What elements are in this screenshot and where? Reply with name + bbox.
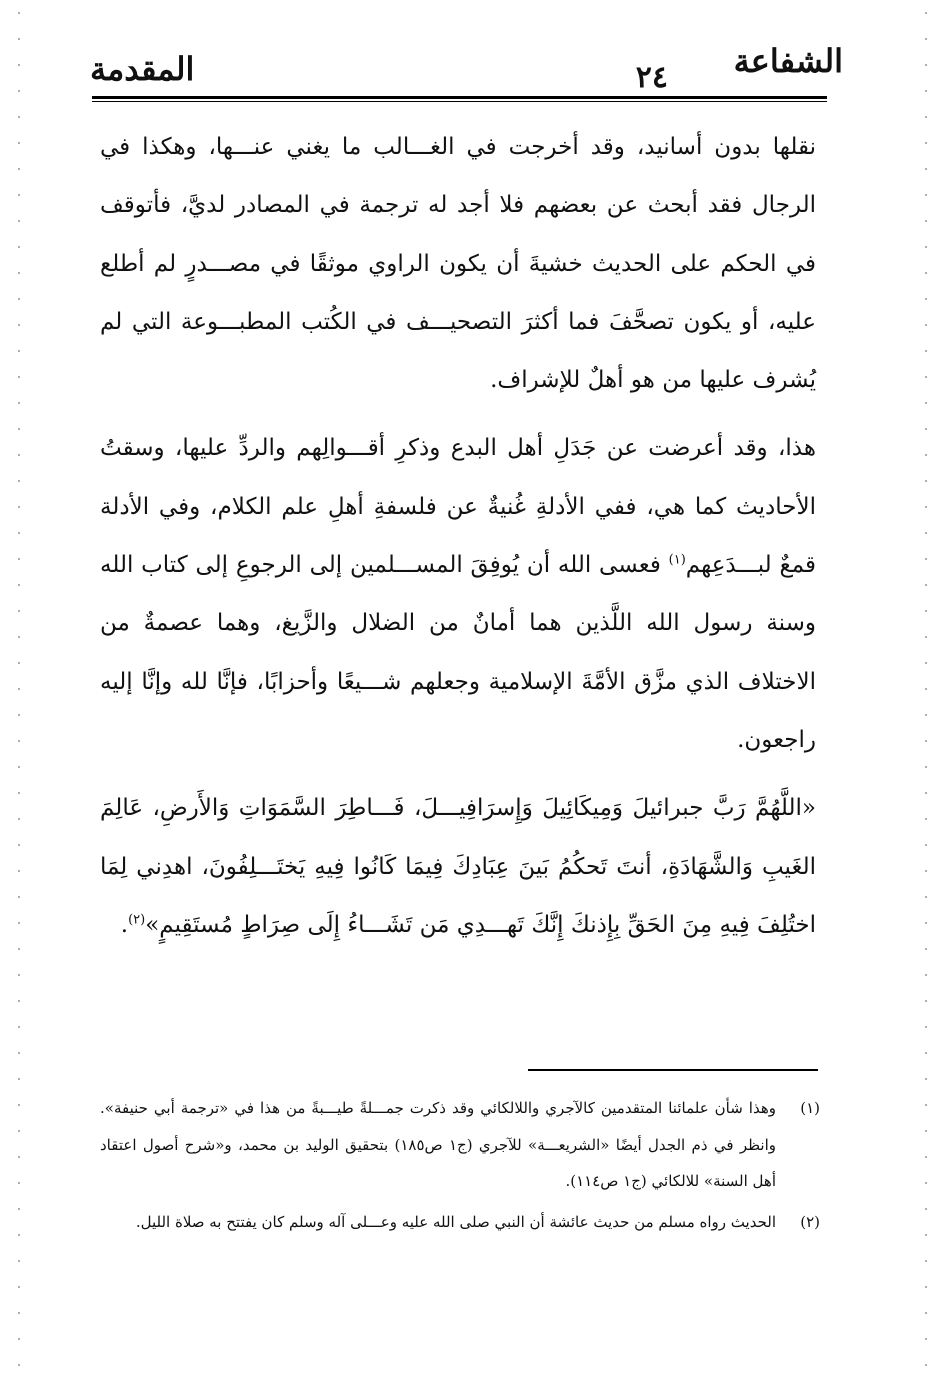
paragraph-text: «اللَّهُمَّ رَبَّ جبرائيلَ وَمِيكَائِيلَ وَإِسرَافِيـــلَ، فَـــاطِرَ السَّمَوَاتِ وَالأَرضِ، عَالِمَ الغَيبِ وَالشَّهَادَةِ، أنتَ تَحكُمُ بَينَ عِبَادِكَ فِيمَا كَانُوا فِيهِ يَختَـــلِفُونَ، اهدِني لِمَا اختُلِفَ فِيهِ مِنَ الحَقِّ بِإِذنكَ إِنَّكَ تَهـــدِي مَن تَشَـــاءُ إِلَى صِرَاطٍ مُستَقِيمٍ» — [100, 795, 816, 938]
section-title: المقدمة — [90, 50, 195, 88]
page-header — [90, 38, 843, 98]
footnote-number: (١) — [800, 1099, 820, 1117]
footnote-marker: (١) — [668, 552, 686, 568]
main-text — [100, 118, 816, 954]
footnote-marker: (٢) — [128, 912, 146, 928]
paragraph-text: هذا، وقد أعرضت عن جَدَلِ أهل البدع وذكرِ أقـــوالِهم والردِّ عليها، وسقتُ الأحاديث كما هي، ففي الأدلةِ غُنيةٌ عن فلسفةِ أهلِ علم الكلام، وفي الأدلة قمعٌ لبـــدَعِهم — [100, 435, 816, 579]
footnote-separator — [528, 1069, 818, 1071]
paragraph: نقلها بدون أسانيد، وقد أخرجت في الغـــالب ما يغني عنـــها، وهكذا في الرجال فقد أبحث عن بعضهم فلا أجد له ترجمة في المصادر لديَّ، فأتوقف في الحكم على الحديث خشيةَ أن يكون الراوي موثقًا في مصـــدرٍ لم أطلع عليه، أو يكون تصحَّفَ فما أكثرَ التصحيـــف في الكُتب المطبـــوعة التي لم يُشرف عليها من هو أهلٌ للإشراف. — [100, 134, 816, 394]
footnote-number: (٢) — [800, 1212, 820, 1231]
scan-margin-dots-right — [925, 0, 927, 1373]
paragraph-text: فعسى الله أن يُوفِقَ المســـلمين إلى الرجوعِ إلى كتاب الله وسنة رسول الله اللَّذين هما أمانٌ من الضلال والزَّيغ، وهما عصمةٌ من الاختلاف الذي مزَّق الأمَّةَ الإسلامية وجعلهم شـــيعًا وأحزابًا، فإنَّا لله وإنَّا إليه راجعون. — [100, 552, 816, 753]
footnote — [100, 1204, 820, 1241]
footnote-text: الحديث رواه مسلم من حديث عائشة أن النبي صلى الله عليه وعـــلى آله وسلم كان يفتتح به صلاة الليل. — [135, 1212, 776, 1231]
paragraph — [100, 419, 816, 769]
scan-margin-dots-left — [18, 0, 20, 1373]
page-number: ٢٤ — [635, 60, 668, 95]
footnote-text: وهذا شأن علمائنا المتقدمين كالآجري واللالكائي وقد ذكرت جمـــلةً طيـــبةً من هذا في «ترجمة أبي حنيفة». وانظر في ذم الجدل أيضًا «الشريعـــة» للآجري (ج١ ص١٨٥) بتحقيق الوليد بن محمد، و«شرح أصول اعتقاد أهل السنة» للالكائي (ج١ ص١١٤). — [100, 1099, 777, 1190]
book-logo: الشفاعة — [733, 42, 843, 80]
footnote — [100, 1090, 820, 1200]
footnotes — [100, 1090, 820, 1240]
supplication-paragraph — [100, 779, 816, 954]
paragraph-end: . — [120, 911, 129, 938]
header-rule-thin — [92, 101, 827, 102]
header-rule — [92, 96, 827, 99]
